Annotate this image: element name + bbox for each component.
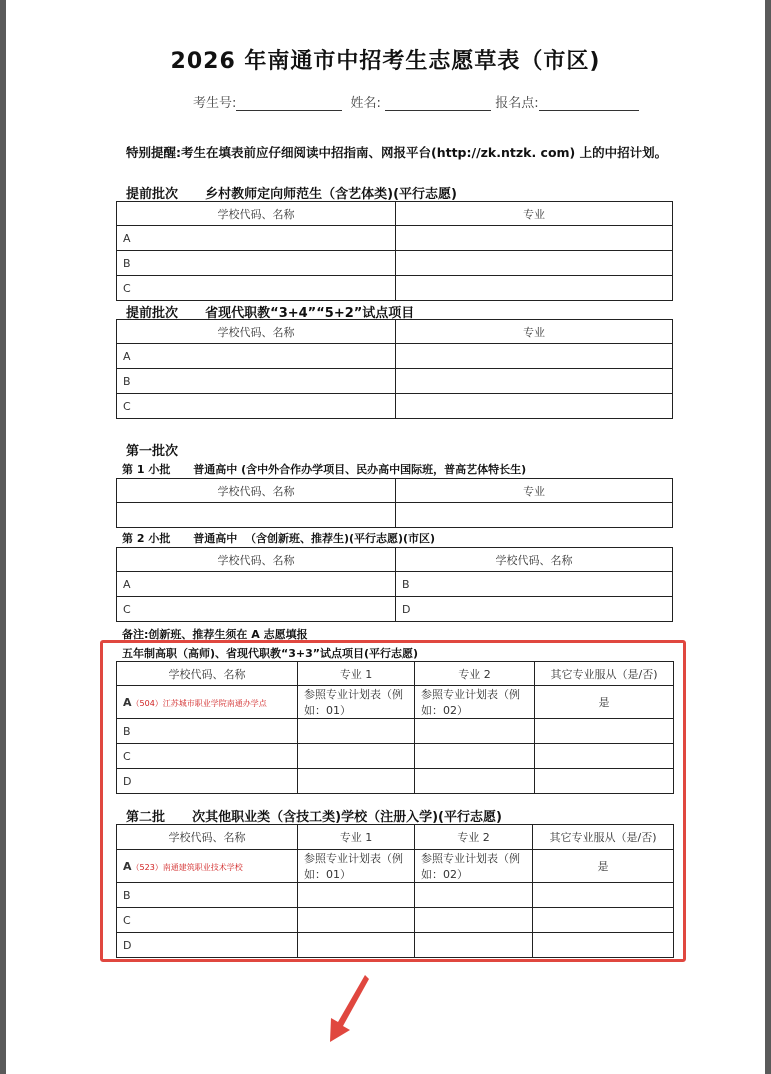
table-row[interactable] — [117, 769, 674, 794]
input-cell[interactable] — [533, 883, 674, 908]
col-major1: 专业 1 — [298, 662, 415, 686]
name-field[interactable] — [385, 96, 491, 111]
input-cell[interactable] — [415, 769, 535, 794]
early2-heading: 提前批次 省现代职教“3+4”“5+2”试点项目 — [126, 306, 415, 321]
table-row[interactable] — [117, 276, 673, 301]
col-major2: 专业 2 — [415, 662, 535, 686]
col-school: 学校代码、名称 — [117, 548, 396, 572]
batch2-heading: 第二批 次其他职业类（含技工类)学校（注册入学)(平行志愿) — [126, 810, 502, 825]
input-cell[interactable] — [535, 744, 674, 769]
table-row[interactable] — [117, 744, 674, 769]
info-line — [193, 92, 639, 111]
input-cell[interactable] — [415, 744, 535, 769]
major1-value[interactable]: 参照专业计划表（例如：01） — [298, 850, 415, 883]
five-year-table — [116, 661, 674, 794]
row-label: B — [117, 883, 298, 908]
name-label: 姓名: — [350, 96, 381, 111]
input-cell[interactable] — [415, 719, 535, 744]
col-major: 专业 — [396, 479, 673, 503]
col-school: 学校代码、名称 — [117, 825, 298, 850]
col-obey: 其它专业服从（是/否) — [535, 662, 674, 686]
row-label: B — [117, 719, 298, 744]
obey-value[interactable]: 是 — [533, 850, 674, 883]
input-cell[interactable] — [117, 503, 396, 528]
batch1-sub2-heading: 第 2 小批 普通高中 （含创新班、推荐生)(平行志愿)(市区) — [122, 532, 436, 545]
col-school: 学校代码、名称 — [117, 479, 396, 503]
batch1-sub2-table — [116, 547, 673, 622]
site-label: 报名点: — [495, 96, 539, 111]
col-major2: 专业 2 — [415, 825, 533, 850]
table-row[interactable] — [117, 597, 673, 622]
col-school: 学校代码、名称 — [117, 202, 396, 226]
table-row[interactable] — [117, 503, 673, 528]
site-field[interactable] — [539, 96, 639, 111]
input-cell[interactable] — [415, 908, 533, 933]
batch2-table — [116, 824, 674, 958]
col-major1: 专业 1 — [298, 825, 415, 850]
row-label[interactable]: C — [117, 597, 396, 622]
input-cell[interactable] — [298, 769, 415, 794]
exam-no-field[interactable] — [236, 96, 342, 111]
table-row[interactable] — [117, 369, 673, 394]
early1-table — [116, 201, 673, 301]
row-label: C — [117, 744, 298, 769]
row-label: D — [117, 769, 298, 794]
table-row[interactable] — [117, 908, 674, 933]
school-value: （504）江苏城市职业学院南通办学点 — [131, 698, 267, 708]
school-value: （523）南通建筑职业技术学校 — [131, 862, 243, 872]
major2-value[interactable]: 参照专业计划表（例如：02） — [415, 850, 533, 883]
input-cell[interactable] — [396, 503, 673, 528]
col-obey: 其它专业服从（是/否) — [533, 825, 674, 850]
row-label: A — [123, 859, 132, 873]
input-cell[interactable] — [415, 933, 533, 958]
input-cell[interactable] — [396, 251, 673, 276]
input-cell[interactable] — [396, 226, 673, 251]
batch1-note: 备注:创新班、推荐生须在 A 志愿填报 — [122, 628, 308, 641]
table-row[interactable] — [117, 394, 673, 419]
table-row[interactable] — [117, 226, 673, 251]
input-cell[interactable] — [298, 719, 415, 744]
input-cell[interactable] — [396, 276, 673, 301]
input-cell[interactable] — [298, 933, 415, 958]
five-year-heading: 五年制高职（高师)、省现代职教“3+3”试点项目(平行志愿) — [122, 647, 419, 660]
col-major: 专业 — [396, 202, 673, 226]
red-arrow-icon — [320, 970, 370, 1050]
input-cell[interactable] — [298, 744, 415, 769]
batch1-sub1-heading: 第 1 小批 普通高中 (含中外合作办学项目、民办高中国际班，普高艺体特长生) — [122, 463, 527, 476]
obey-value[interactable]: 是 — [535, 686, 674, 719]
input-cell[interactable] — [396, 344, 673, 369]
table-row[interactable] — [117, 850, 674, 883]
row-label: C — [117, 394, 396, 419]
row-label: C — [117, 276, 396, 301]
special-reminder: 特别提醒:考生在填表前应仔细阅读中招指南、网报平台(http://zk.ntzk. com) 上的中招计划。 — [126, 145, 668, 160]
input-cell[interactable] — [533, 908, 674, 933]
col-school: 学校代码、名称 — [117, 662, 298, 686]
row-label[interactable]: A — [117, 572, 396, 597]
col-major: 专业 — [396, 320, 673, 344]
input-cell[interactable] — [298, 908, 415, 933]
input-cell[interactable] — [396, 394, 673, 419]
col-school: 学校代码、名称 — [396, 548, 673, 572]
row-label: C — [117, 908, 298, 933]
row-label: A — [117, 226, 396, 251]
col-school: 学校代码、名称 — [117, 320, 396, 344]
table-row[interactable] — [117, 933, 674, 958]
input-cell[interactable] — [533, 933, 674, 958]
row-label: B — [117, 369, 396, 394]
table-row[interactable] — [117, 251, 673, 276]
input-cell[interactable] — [535, 769, 674, 794]
row-label[interactable]: B — [396, 572, 673, 597]
table-row[interactable] — [117, 686, 674, 719]
input-cell[interactable] — [396, 369, 673, 394]
table-row[interactable] — [117, 344, 673, 369]
row-label: A — [123, 695, 132, 709]
input-cell[interactable] — [415, 883, 533, 908]
row-label: B — [117, 251, 396, 276]
early2-table — [116, 319, 673, 419]
major1-value[interactable]: 参照专业计划表（例如：01） — [298, 686, 415, 719]
form-title: 2026 年南通市中招考生志愿草表（市区) — [170, 49, 601, 74]
batch1-heading: 第一批次 — [126, 444, 179, 459]
row-label: A — [117, 344, 396, 369]
early1-heading: 提前批次 乡村教师定向师范生（含艺体类)(平行志愿) — [126, 187, 457, 202]
row-label[interactable]: D — [396, 597, 673, 622]
batch1-sub1-table — [116, 478, 673, 528]
exam-no-label: 考生号: — [193, 96, 237, 111]
row-label: D — [117, 933, 298, 958]
table-row[interactable] — [117, 719, 674, 744]
input-cell[interactable] — [535, 719, 674, 744]
table-row[interactable] — [117, 883, 674, 908]
input-cell[interactable] — [298, 883, 415, 908]
major2-value[interactable]: 参照专业计划表（例如：02） — [415, 686, 535, 719]
table-row[interactable] — [117, 572, 673, 597]
